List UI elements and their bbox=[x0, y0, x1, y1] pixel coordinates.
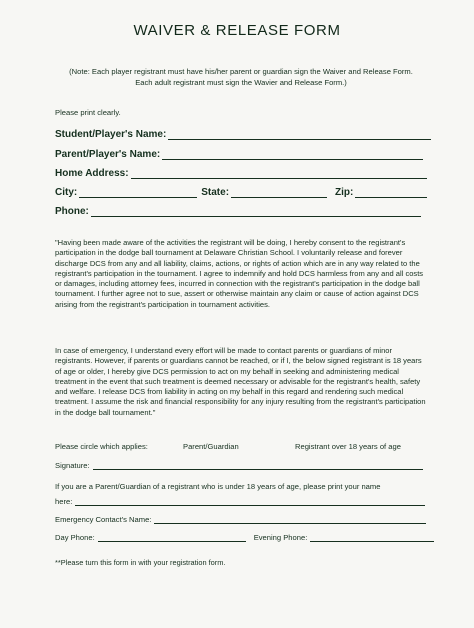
guardian-prompt-text: If you are a Parent/Guardian of a registrant who is under 18 years of age, please print your name bbox=[55, 482, 381, 491]
signature-label: Signature: bbox=[55, 461, 90, 470]
footnote: **Please turn this form in with your registration form. bbox=[55, 558, 226, 567]
parent-name-field bbox=[55, 149, 423, 160]
state-line[interactable] bbox=[231, 188, 327, 198]
emergency-contact-label: Emergency Contact's Name: bbox=[55, 515, 152, 524]
here-label: here: bbox=[55, 497, 73, 506]
waiver-paragraph: "Having been made aware of the activities the registrant will be doing, I hereby consent to the registrant's participation in the dodge ball tournament at Delaware Christian School. I voluntarily release and forever discharge DCS from any and all liability, claims, actions, or rights of action which are in any way related to the registrant's participation in the tournament. I agree to indemnify and hold DCS harmless from any and all costs or damages, including attorney fees, incurred in connection with the registrant's participation in the dodge ball tournament. I further agree not to sue, assert or otherwise maintain any claim or cause of action against DCS arising from the registrant's participation in tournament activities. bbox=[55, 238, 424, 309]
city-state-zip-field bbox=[55, 187, 427, 198]
evening-phone-line[interactable] bbox=[310, 533, 434, 542]
zip-label: Zip: bbox=[335, 187, 354, 198]
phone-field bbox=[55, 206, 421, 217]
option-parent-guardian[interactable]: Parent/Guardian bbox=[183, 442, 239, 451]
home-address-label: Home Address: bbox=[55, 168, 129, 179]
signature-field bbox=[55, 461, 423, 470]
signature-line[interactable] bbox=[93, 461, 423, 470]
please-print-instruction: Please print clearly. bbox=[55, 108, 121, 117]
home-address-line[interactable] bbox=[131, 169, 427, 179]
evening-phone-label: Evening Phone: bbox=[253, 533, 308, 542]
guardian-prompt bbox=[55, 482, 380, 491]
student-name-field bbox=[55, 129, 431, 140]
parent-name-label: Parent/Player's Name: bbox=[55, 149, 161, 160]
state-label: State: bbox=[201, 187, 230, 198]
student-name-label: Student/Player's Name: bbox=[55, 129, 167, 140]
day-phone-label: Day Phone: bbox=[55, 533, 95, 542]
guardian-name-line[interactable] bbox=[75, 497, 425, 506]
form-note bbox=[55, 66, 427, 88]
note-line-2: Each adult registrant must sign the Wavier and Release Form.) bbox=[135, 78, 347, 87]
guardian-name-field bbox=[55, 497, 425, 506]
home-address-field bbox=[55, 168, 427, 179]
emergency-paragraph: In case of emergency, I understand every effort will be made to contact parents or guardians of minor registrants. However, if parents or guardians cannot be reached, or if I, the below signed registrant is 18 years of age or older, I hereby give DCS permission to act on my behalf in seeking and administering medical treatment in the event that such treatment is deemed necessary or advisable for the registrant's health, safety and welfare. I release DCS from liability in acting on my behalf in this regard and rendering such medical treatment. I assume the risk and financial responsibility for any injury resulting from the registrant's participation in the dodge ball tournament." bbox=[55, 346, 426, 417]
phone-line[interactable] bbox=[91, 207, 421, 217]
emergency-contact-line[interactable] bbox=[154, 515, 426, 524]
city-label: City: bbox=[55, 187, 78, 198]
option-registrant-over-18[interactable]: Registrant over 18 years of age bbox=[295, 442, 401, 451]
day-phone-line[interactable] bbox=[98, 533, 246, 542]
student-name-line[interactable] bbox=[168, 130, 431, 140]
form-title: WAIVER & RELEASE FORM bbox=[133, 22, 341, 39]
phones-field bbox=[55, 533, 434, 542]
emergency-contact-field bbox=[55, 515, 426, 524]
circle-prompt: Please circle which applies: bbox=[55, 442, 148, 451]
note-line-1: (Note: Each player registrant must have his/her parent or guardian sign the Waiver and Release Form. bbox=[69, 67, 413, 76]
city-line[interactable] bbox=[79, 188, 197, 198]
phone-label: Phone: bbox=[55, 206, 89, 217]
zip-line[interactable] bbox=[355, 188, 427, 198]
parent-name-line[interactable] bbox=[162, 150, 423, 160]
